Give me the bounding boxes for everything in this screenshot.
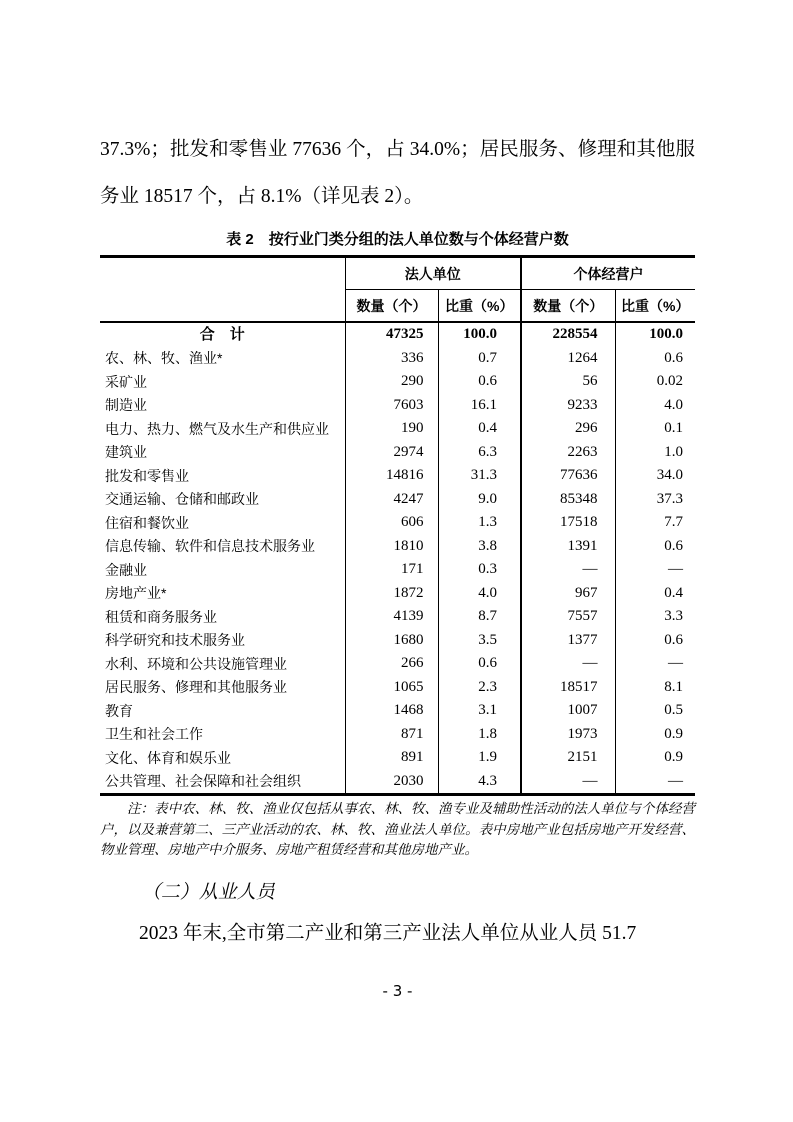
table-row bbox=[100, 347, 695, 371]
cell-value: 7.7 bbox=[615, 511, 695, 535]
cell-value: 56 bbox=[521, 370, 615, 394]
subheader-legal-count: 数量（个） bbox=[345, 290, 438, 323]
table-row bbox=[100, 746, 695, 770]
cell-value: 37.3 bbox=[615, 488, 695, 512]
cell-value: 1.9 bbox=[438, 746, 521, 770]
table-row bbox=[100, 417, 695, 441]
table-row bbox=[100, 629, 695, 653]
table-row bbox=[100, 535, 695, 559]
cell-value: 16.1 bbox=[438, 394, 521, 418]
cell-value: 9.0 bbox=[438, 488, 521, 512]
intro-paragraph: 37.3%；批发和零售业 77636 个，占 34.0%；居民服务、修理和其他服务业 18517 个，占 8.1%（详见表 2）。 bbox=[100, 139, 695, 207]
row-label: 农、林、牧、渔业* bbox=[105, 350, 223, 367]
cell-value: 1.0 bbox=[615, 441, 695, 465]
cell-value: 3.1 bbox=[438, 699, 521, 723]
cell-value: 1680 bbox=[345, 629, 438, 653]
cell-value: 0.6 bbox=[615, 629, 695, 653]
cell-value: 1468 bbox=[345, 699, 438, 723]
cell-value: 1.3 bbox=[438, 511, 521, 535]
row-label: 建筑业 bbox=[105, 444, 147, 461]
cell-value: 0.6 bbox=[438, 370, 521, 394]
cell-value: 1391 bbox=[521, 535, 615, 559]
document-page bbox=[100, 0, 695, 1000]
table-note: 注：表中农、林、牧、渔业仅包括从事农、林、牧、渔专业及辅助性活动的法人单位与个体经营户，以及兼营第二、三产业活动的农、林、牧、渔业法人单位。表中房地产业包括房地产开发经营、物业管理、房地产中介服务、房地产租赁经营和其他房地产业。 bbox=[100, 801, 695, 857]
cell-value: 0.9 bbox=[615, 746, 695, 770]
cell-value: 8.7 bbox=[438, 605, 521, 629]
row-label: 科学研究和技术服务业 bbox=[105, 632, 245, 649]
cell-value: — bbox=[521, 652, 615, 676]
cell-value: 17518 bbox=[521, 511, 615, 535]
table-row bbox=[100, 676, 695, 700]
row-label: 交通运输、仓储和邮政业 bbox=[105, 491, 259, 508]
table-row bbox=[100, 770, 695, 795]
cell-value: 228554 bbox=[521, 322, 615, 347]
table-row-total bbox=[100, 322, 695, 347]
cell-value: 1377 bbox=[521, 629, 615, 653]
table-row bbox=[100, 394, 695, 418]
cell-value: 0.6 bbox=[438, 652, 521, 676]
row-label: 批发和零售业 bbox=[105, 467, 189, 484]
cell-value: 100.0 bbox=[438, 322, 521, 347]
page-number: - 3 - bbox=[382, 981, 413, 1000]
cell-value: 1810 bbox=[345, 535, 438, 559]
cell-value: 1007 bbox=[521, 699, 615, 723]
cell-value: 4.0 bbox=[615, 394, 695, 418]
cell-value: 290 bbox=[345, 370, 438, 394]
cell-value: — bbox=[615, 770, 695, 795]
cell-value: 4247 bbox=[345, 488, 438, 512]
table-title: 表 2 按行业门类分组的法人单位数与个体经营户数 bbox=[226, 231, 569, 248]
cell-value: 891 bbox=[345, 746, 438, 770]
cell-value: — bbox=[521, 770, 615, 795]
cell-value: — bbox=[615, 652, 695, 676]
cell-value: 0.4 bbox=[438, 417, 521, 441]
row-label: 采矿业 bbox=[105, 373, 147, 390]
cell-value: 0.7 bbox=[438, 347, 521, 371]
cell-value: 7557 bbox=[521, 605, 615, 629]
section-heading: （二）从业人员 bbox=[141, 881, 275, 903]
cell-value: 3.3 bbox=[615, 605, 695, 629]
group-header-legal-entities: 法人单位 bbox=[345, 257, 521, 290]
row-label: 合 计 bbox=[199, 326, 245, 344]
cell-value: 34.0 bbox=[615, 464, 695, 488]
cell-value: 171 bbox=[345, 558, 438, 582]
row-label: 卫生和社会工作 bbox=[105, 726, 203, 743]
cell-value: 0.9 bbox=[615, 723, 695, 747]
cell-value: 1264 bbox=[521, 347, 615, 371]
table-row bbox=[100, 723, 695, 747]
row-label: 租赁和商务服务业 bbox=[105, 608, 217, 625]
cell-value: 1973 bbox=[521, 723, 615, 747]
cell-value: 9233 bbox=[521, 394, 615, 418]
subheader-individual-count: 数量（个） bbox=[521, 290, 615, 323]
table-row bbox=[100, 605, 695, 629]
cell-value: 0.4 bbox=[615, 582, 695, 606]
cell-value: 296 bbox=[521, 417, 615, 441]
table-row bbox=[100, 488, 695, 512]
table-row bbox=[100, 370, 695, 394]
cell-value: 4139 bbox=[345, 605, 438, 629]
cell-value: 85348 bbox=[521, 488, 615, 512]
cell-value: 0.6 bbox=[615, 347, 695, 371]
table-row bbox=[100, 441, 695, 465]
group-header-individual-businesses: 个体经营户 bbox=[521, 257, 695, 290]
cell-value: 1065 bbox=[345, 676, 438, 700]
cell-value: 2030 bbox=[345, 770, 438, 795]
subheader-legal-share: 比重（%） bbox=[438, 290, 521, 323]
corner-cell bbox=[100, 257, 345, 323]
cell-value: 336 bbox=[345, 347, 438, 371]
group-header-row bbox=[100, 257, 695, 290]
row-label: 房地产业* bbox=[105, 585, 167, 602]
cell-value: 77636 bbox=[521, 464, 615, 488]
cell-value: 3.5 bbox=[438, 629, 521, 653]
row-label: 居民服务、修理和其他服务业 bbox=[105, 679, 287, 696]
cell-value: 4.0 bbox=[438, 582, 521, 606]
row-label: 住宿和餐饮业 bbox=[105, 514, 189, 531]
row-label: 公共管理、社会保障和社会组织 bbox=[105, 773, 301, 790]
cell-value: 2151 bbox=[521, 746, 615, 770]
cell-value: 190 bbox=[345, 417, 438, 441]
cell-value: 0.1 bbox=[615, 417, 695, 441]
table-row bbox=[100, 652, 695, 676]
row-label: 信息传输、软件和信息技术服务业 bbox=[105, 538, 315, 555]
cell-value: 100.0 bbox=[615, 322, 695, 347]
cell-value: 266 bbox=[345, 652, 438, 676]
cell-value: 0.3 bbox=[438, 558, 521, 582]
cell-value: 1872 bbox=[345, 582, 438, 606]
cell-value: 2.3 bbox=[438, 676, 521, 700]
row-label: 电力、热力、燃气及水生产和供应业 bbox=[105, 420, 329, 437]
cell-value: — bbox=[615, 558, 695, 582]
cell-value: 606 bbox=[345, 511, 438, 535]
row-label: 制造业 bbox=[105, 397, 147, 414]
cell-value: 14816 bbox=[345, 464, 438, 488]
row-label: 教育 bbox=[105, 702, 133, 719]
cell-value: 0.5 bbox=[615, 699, 695, 723]
row-label: 水利、环境和公共设施管理业 bbox=[105, 655, 287, 672]
cell-value: 31.3 bbox=[438, 464, 521, 488]
cell-value: 0.02 bbox=[615, 370, 695, 394]
cell-value: 2974 bbox=[345, 441, 438, 465]
row-label: 文化、体育和娱乐业 bbox=[105, 749, 231, 766]
subheader-individual-share: 比重（%） bbox=[615, 290, 695, 323]
cell-value: 8.1 bbox=[615, 676, 695, 700]
table-row bbox=[100, 699, 695, 723]
cell-value: 967 bbox=[521, 582, 615, 606]
row-label: 金融业 bbox=[105, 561, 147, 578]
cell-value: 1.8 bbox=[438, 723, 521, 747]
cell-value: 0.6 bbox=[615, 535, 695, 559]
table-row bbox=[100, 558, 695, 582]
table-row bbox=[100, 464, 695, 488]
cell-value: 47325 bbox=[345, 322, 438, 347]
table-row bbox=[100, 582, 695, 606]
cell-value: — bbox=[521, 558, 615, 582]
table-row bbox=[100, 511, 695, 535]
cell-value: 6.3 bbox=[438, 441, 521, 465]
cell-value: 871 bbox=[345, 723, 438, 747]
cell-value: 7603 bbox=[345, 394, 438, 418]
closing-paragraph: 2023 年末,全市第二产业和第三产业法人单位从业人员 51.7 bbox=[139, 922, 637, 944]
cell-value: 4.3 bbox=[438, 770, 521, 795]
cell-value: 2263 bbox=[521, 441, 615, 465]
table-2 bbox=[100, 255, 695, 796]
cell-value: 3.8 bbox=[438, 535, 521, 559]
cell-value: 18517 bbox=[521, 676, 615, 700]
